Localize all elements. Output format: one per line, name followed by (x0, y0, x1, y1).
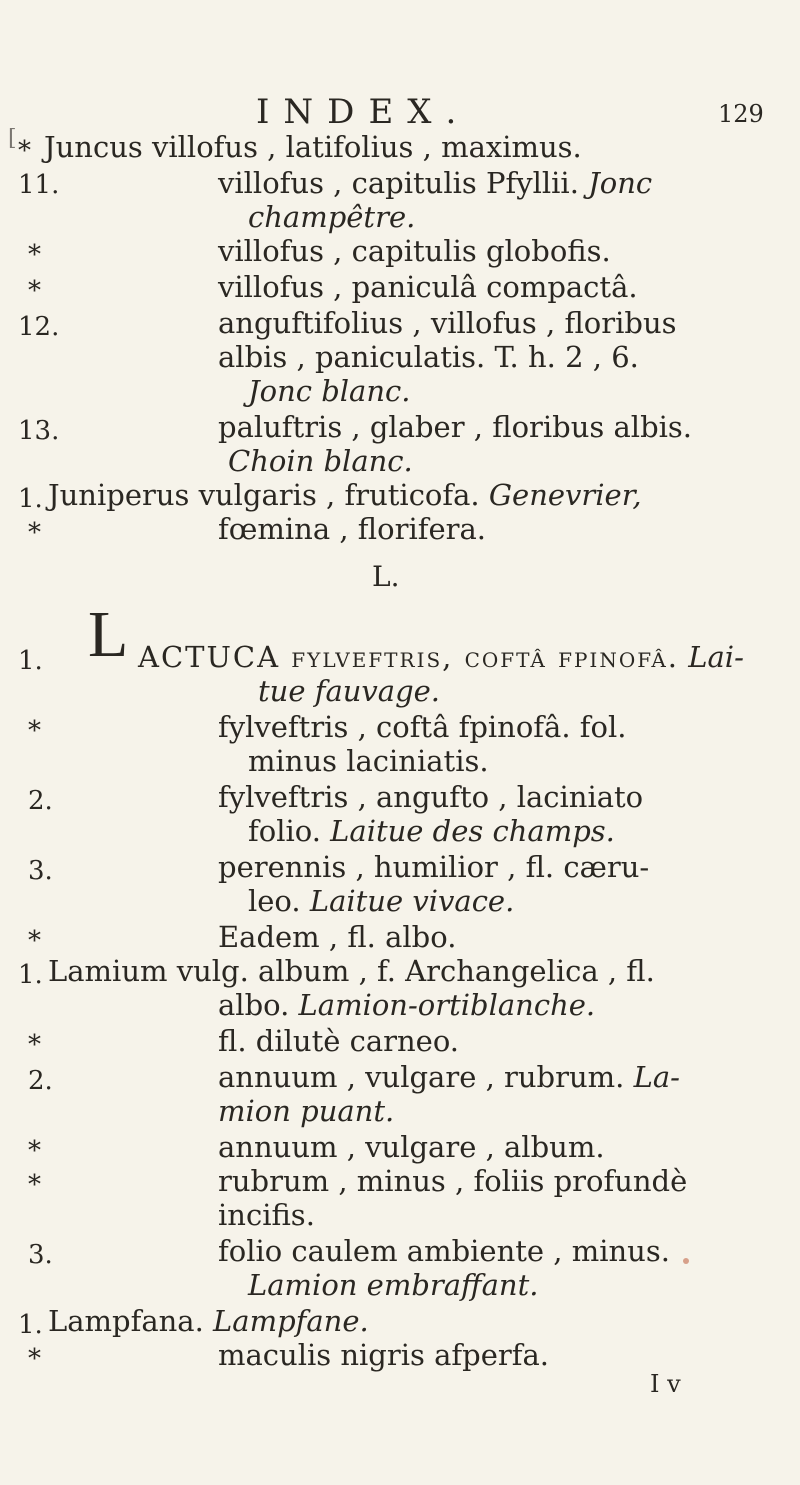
entry-vernacular: tue fauvage. (258, 674, 441, 708)
drop-cap: L (88, 598, 129, 671)
entry-text: Lampfana. (48, 1304, 204, 1338)
entry-line (138, 640, 744, 674)
entry-text: rubrum , minus , foliis profundè (218, 1164, 688, 1198)
entry-line (48, 1304, 369, 1338)
entry-text: fœmina , florifera. (218, 512, 487, 546)
entry-line (48, 478, 642, 512)
entry-vernacular: Lai- (688, 640, 744, 674)
entry-mark: * (28, 276, 41, 306)
entry-line (218, 166, 652, 200)
entry-text: paluftris , glaber , floribus albis. (218, 410, 693, 444)
entry-mark: 13. (18, 416, 60, 446)
entry-vernacular: Jonc blanc. (248, 374, 411, 408)
entry-vernacular: mion puant. (218, 1094, 395, 1128)
signature-mark: I v (650, 1370, 681, 1398)
entry-text: albis , paniculatis. T. h. 2 , 6. (218, 340, 639, 374)
entry-line (248, 884, 514, 918)
entry-text: Eadem , fl. albo. (218, 920, 457, 954)
entry-text: villofus , capitulis globofis. (218, 234, 611, 268)
entry-text: annuum , vulgare , album. (218, 1130, 605, 1164)
page-number: 129 (718, 100, 764, 128)
entry-vernacular: Laitue des champs. (330, 814, 615, 848)
entry-text: fl. dilutè carneo. (218, 1024, 460, 1058)
entry-mark: 3. (28, 1240, 53, 1270)
entry-text: folio. (248, 814, 321, 848)
entry-vernacular: champêtre. (248, 200, 416, 234)
entry-text: Lamium vulg. album , f. Archangelica , fl. (48, 954, 655, 988)
entry-vernacular: La- (633, 1060, 680, 1094)
entry-text: maculis nigris afperfa. (218, 1338, 549, 1372)
entry-mark: 12. (18, 312, 60, 342)
entry-mark: * (28, 518, 41, 548)
entry-text: villofus , paniculâ compactâ. (218, 270, 638, 304)
entry-text: albo. (218, 988, 290, 1022)
entry-line (248, 814, 615, 848)
entry-mark: 3. (28, 856, 53, 886)
entry-mark: 11. (18, 170, 60, 200)
entry-mark: * (18, 136, 31, 166)
entry-text: minus laciniatis. (248, 744, 489, 778)
entry-vernacular: Lampfane. (213, 1304, 369, 1338)
entry-mark: * (28, 926, 41, 956)
ink-speck (683, 1258, 689, 1264)
entry-text: villofus , capitulis Pfyllii. (218, 166, 579, 200)
entry-vernacular: Genevrier, (488, 478, 642, 512)
entry-vernacular: Lamion embraffant. (248, 1268, 539, 1302)
entry-mark: * (28, 1170, 41, 1200)
entry-text: ACTUCA fylveftris, coftâ fpinofâ. (138, 640, 680, 674)
entry-mark: 2. (28, 1066, 53, 1096)
entry-vernacular: Laitue vivace. (309, 884, 515, 918)
entry-mark: * (28, 240, 41, 270)
running-head-title: INDEX. (256, 92, 471, 132)
entry-mark: 1. (18, 484, 43, 514)
entry-text: fylveftris , angufto , laciniato (218, 780, 644, 814)
entry-mark: 1. (18, 960, 43, 990)
entry-mark: * (28, 716, 41, 746)
entry-text: incifis. (218, 1198, 315, 1232)
entry-line (218, 1060, 680, 1094)
section-letter: L. (372, 560, 400, 593)
entry-mark: 1. (18, 1310, 43, 1340)
entry-text: Juncus villofus , latifolius , maximus. (44, 130, 582, 164)
entry-mark: * (28, 1030, 41, 1060)
corner-bracket: [ (8, 126, 17, 151)
entry-text: leo. (248, 884, 301, 918)
entry-mark: * (28, 1344, 41, 1374)
entry-mark: 1. (18, 646, 43, 676)
entry-text: folio caulem ambiente , minus. (218, 1234, 670, 1268)
entry-vernacular: Lamion-ortiblanche. (298, 988, 596, 1022)
entry-mark: * (28, 1136, 41, 1166)
entry-text: anguftifolius , villofus , floribus (218, 306, 677, 340)
entry-vernacular: Jonc (588, 166, 653, 200)
entry-text: fylveftris , coftâ fpinofâ. fol. (218, 710, 627, 744)
entry-line (218, 988, 595, 1022)
entry-text: annuum , vulgare , rubrum. (218, 1060, 625, 1094)
entry-mark: 2. (28, 786, 53, 816)
entry-vernacular: Choin blanc. (228, 444, 413, 478)
entry-text: Juniperus vulgaris , fruticofa. (48, 478, 480, 512)
entry-text: perennis , humilior , fl. cæru- (218, 850, 650, 884)
